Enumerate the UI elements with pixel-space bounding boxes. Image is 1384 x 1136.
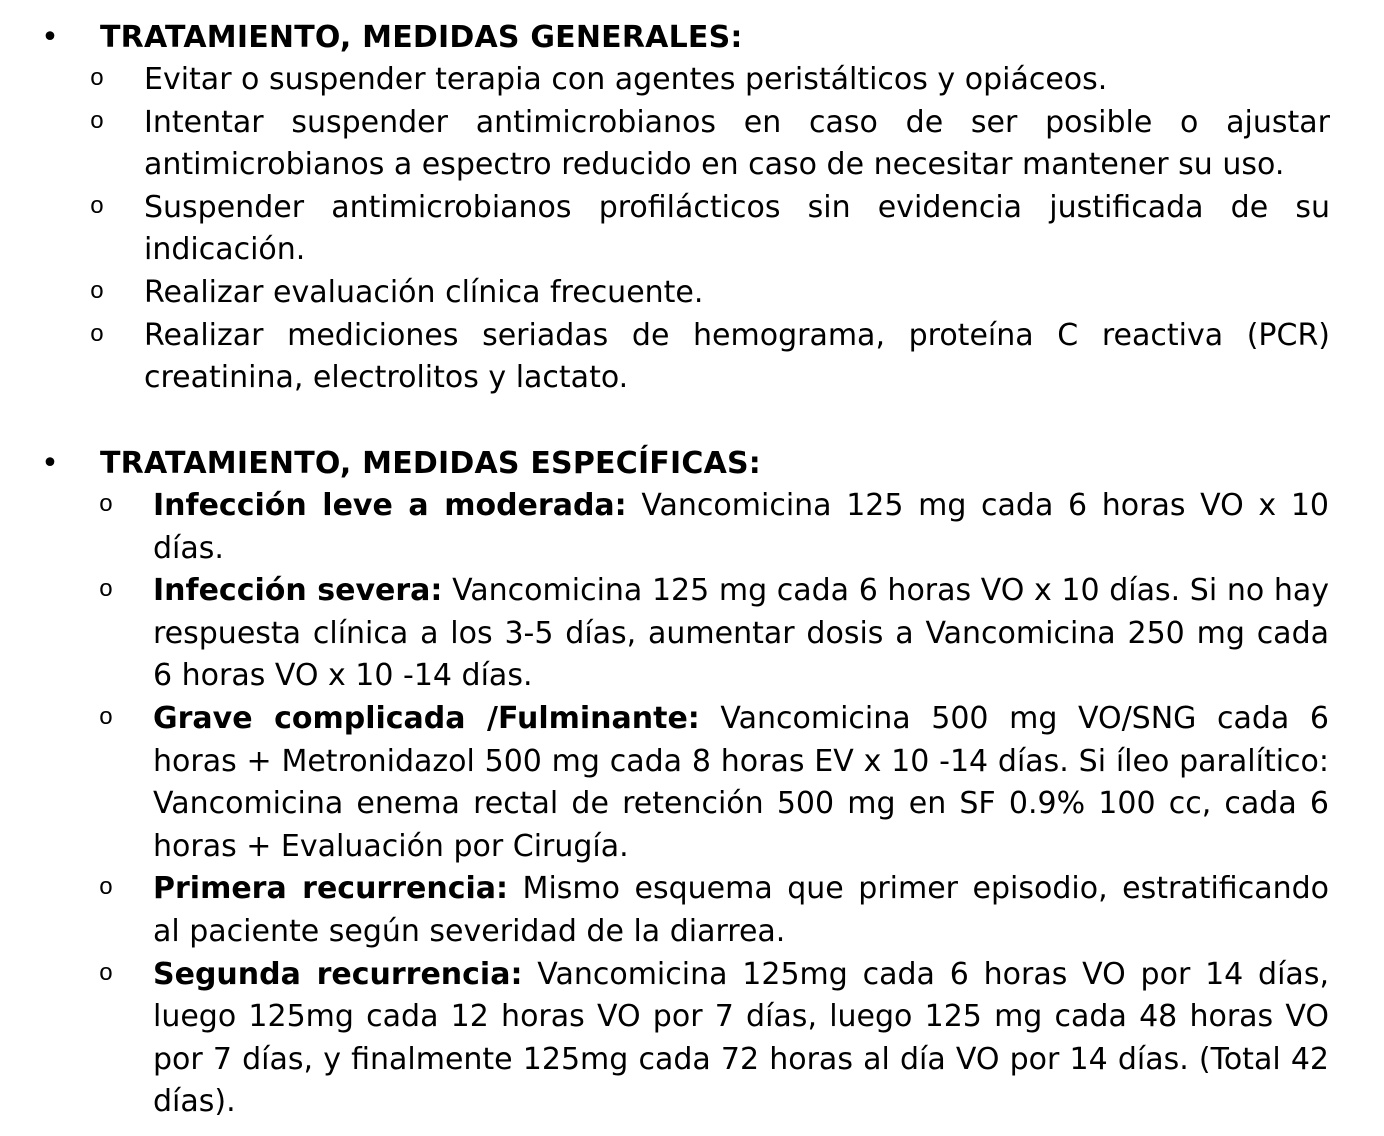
circle-bullet-icon: o xyxy=(89,66,105,93)
list-item-text: Evitar o suspender terapia con agentes peristálticos y opiáceos. xyxy=(144,62,1108,97)
circle-bullet-icon: o xyxy=(98,577,114,605)
general-measures-title: TRATAMIENTO, MEDIDAS GENERALES: xyxy=(100,20,743,55)
circle-bullet-icon: o xyxy=(98,492,114,519)
circle-bullet-icon: o xyxy=(89,193,105,221)
list-item-lead: Primera recurrencia: xyxy=(153,871,509,907)
general-measures-heading xyxy=(0,17,1384,59)
list-item xyxy=(0,570,1384,698)
circle-bullet-icon: o xyxy=(89,321,105,349)
list-item-body: Mismo esquema que primer episodio, estratificando al paciente según severidad de la diarrea. xyxy=(153,871,1329,949)
list-item-body: Vancomicina 500 mg VO/SNG cada 6 horas + Metronidazol 500 mg cada 8 horas EV x 10 -14 días. Si íleo paralítico: Vancomicina enema rectal de retención 500 mg en SF 0.9% 100 cc, cada 6 horas + Evaluación por Cirugía. xyxy=(153,700,1329,864)
bullet-icon: • xyxy=(41,20,59,55)
list-item xyxy=(0,59,1384,102)
list-item-text xyxy=(153,485,1329,570)
list-item-text xyxy=(153,570,1329,698)
list-item-body: Vancomicina 125mg cada 6 horas VO por 14 días, luego 125mg cada 12 horas VO por 7 días, luego 125 mg cada 48 horas VO por 7 días, y finalmente 125mg cada 72 horas al día VO por 14 días. (Total 42 días). xyxy=(153,956,1329,1120)
list-item xyxy=(0,698,1384,868)
list-item xyxy=(0,187,1384,272)
list-item-lead: Infección severa: xyxy=(153,573,443,609)
list-item-text: Suspender antimicrobianos profilácticos sin evidencia justificada de su indicación. xyxy=(144,189,1330,268)
list-item xyxy=(0,102,1384,187)
list-item-text: Realizar mediciones seriadas de hemograma, proteína C reactiva (PCR) creatinina, electrolitos y lactato. xyxy=(144,317,1330,396)
circle-bullet-icon: o xyxy=(98,875,114,903)
list-item-lead: Infección leve a moderada: xyxy=(153,488,627,523)
circle-bullet-icon: o xyxy=(89,108,105,136)
bullet-icon: • xyxy=(41,446,59,481)
list-item-body: Vancomicina 125 mg cada 6 horas VO x 10 días. xyxy=(153,488,1329,566)
list-item-text xyxy=(153,954,1329,1124)
list-item xyxy=(0,272,1384,315)
list-item-text: Realizar evaluación clínica frecuente. xyxy=(144,274,704,310)
list-item-text: Intentar suspender antimicrobianos en caso de ser posible o ajustar antimicrobianos a espectro reducido en caso de necesitar mantener su uso. xyxy=(144,104,1330,183)
list-item xyxy=(0,485,1384,570)
list-item xyxy=(0,954,1384,1124)
circle-bullet-icon: o xyxy=(89,278,105,306)
list-item-lead: Segunda recurrencia: xyxy=(153,956,523,992)
list-item-lead: Grave complicada /Fulminante: xyxy=(153,700,700,736)
list-item-text xyxy=(153,698,1329,868)
circle-bullet-icon: o xyxy=(98,704,114,732)
specific-measures-heading xyxy=(0,443,1384,485)
list-item-body: Vancomicina 125 mg cada 6 horas VO x 10 días. Si no hay respuesta clínica a los 3-5 días, aumentar dosis a Vancomicina 250 mg cada 6 horas VO x 10 -14 días. xyxy=(153,573,1329,694)
list-item xyxy=(0,868,1384,953)
circle-bullet-icon: o xyxy=(98,960,114,988)
list-item xyxy=(0,315,1384,400)
general-measures-section xyxy=(0,17,1384,400)
list-item-text xyxy=(153,868,1329,953)
specific-measures-title: TRATAMIENTO, MEDIDAS ESPECÍFICAS: xyxy=(100,446,762,481)
specific-measures-section xyxy=(0,443,1384,1124)
